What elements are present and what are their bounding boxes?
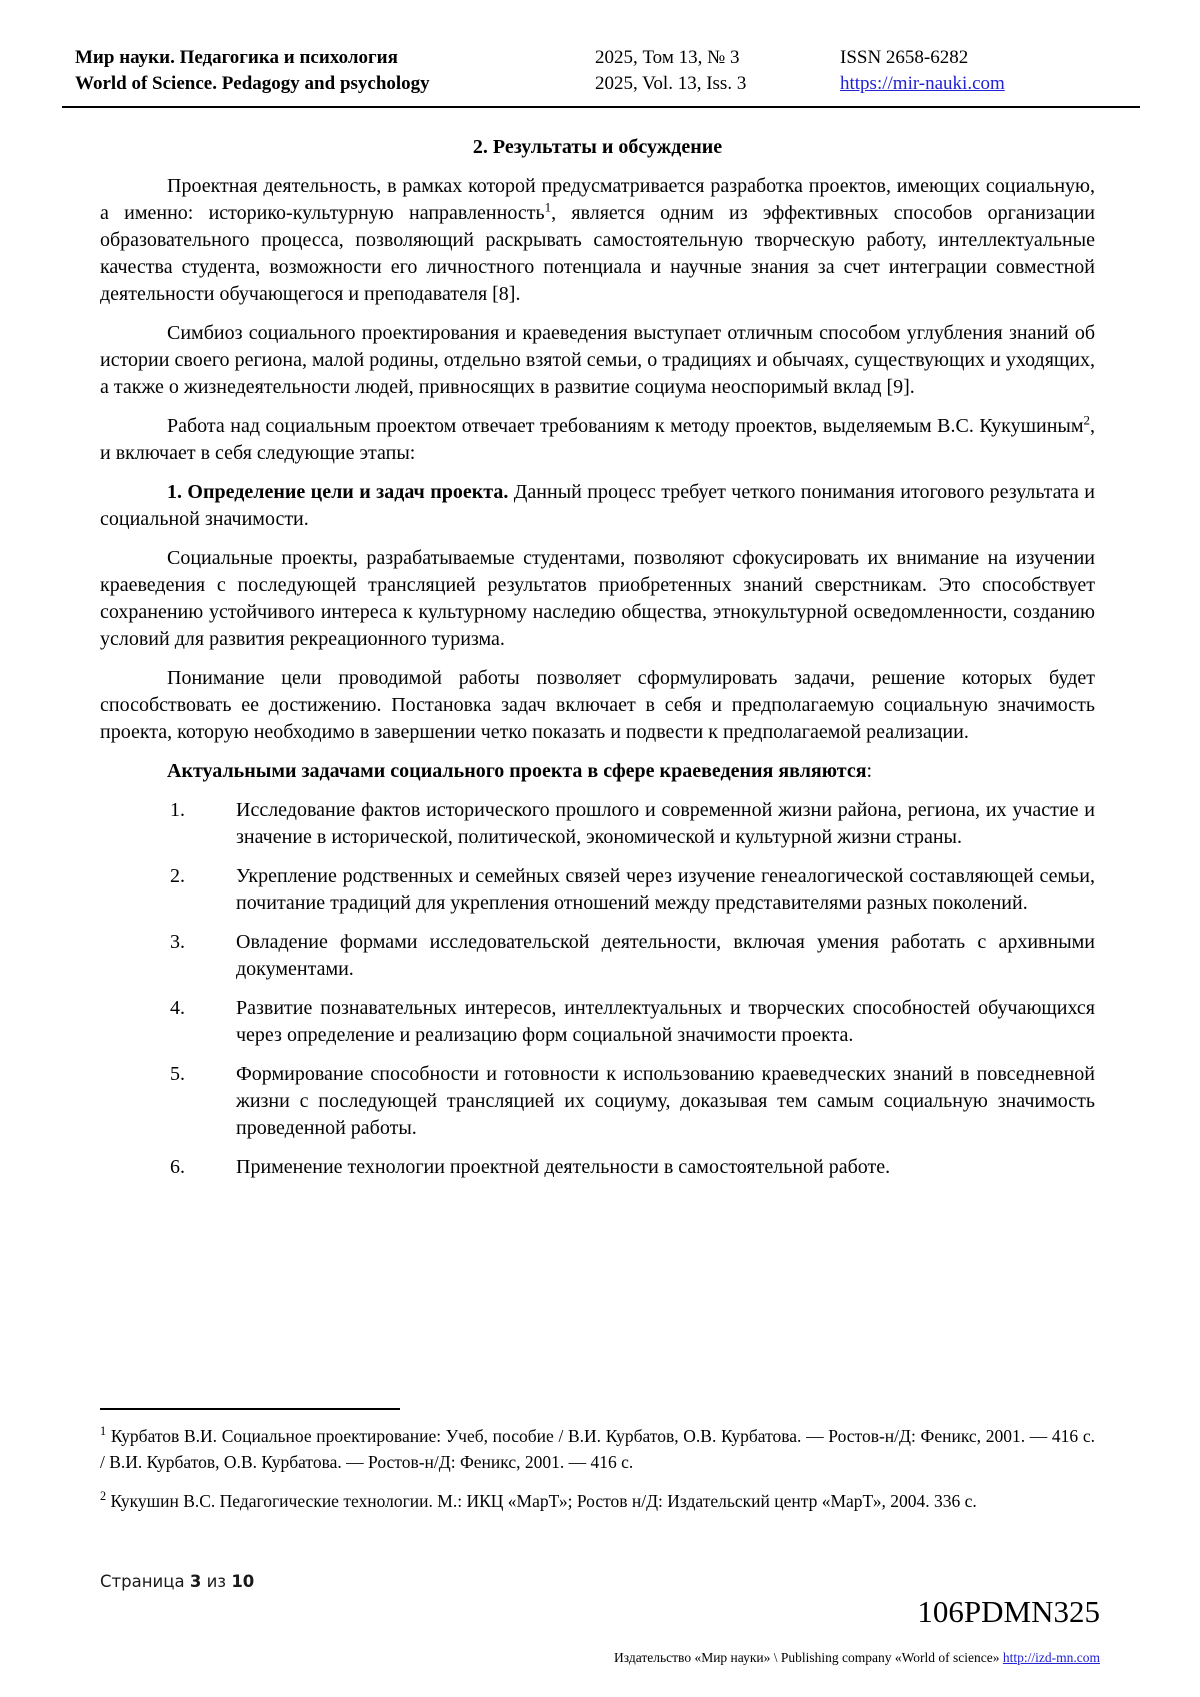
publisher-line	[614, 1650, 1100, 1666]
issue-info-ru: 2025, Том 13, № 3	[595, 47, 740, 68]
paragraph-4	[100, 479, 1095, 533]
paragraph-7-lead: Актуальными задачами социального проекта в сфере краеведения являются	[167, 760, 867, 782]
footnote-2-text: Кукушин В.С. Педагогические технологии. М.: ИКЦ «МарТ»; Ростов н/Д: Издательский центр «МарТ», 2004. 336 с.	[110, 1491, 977, 1511]
list-item-text: Исследование фактов исторического прошлого и современной жизни района, региона, их участие и значение в исторической, политической, экономической и культурной жизни страны.	[236, 799, 1095, 848]
header-divider	[62, 106, 1140, 108]
paragraph-3	[100, 413, 1095, 467]
footnote-ref-1: 1	[544, 199, 552, 215]
publisher-url-link[interactable]: http://izd-mn.com	[1002, 1650, 1100, 1665]
paragraph-5: Социальные проекты, разрабатываемые студентами, позволяют сфокусировать их внимание на изучении краеведения с последующей трансляцией результатов приобретенных знаний сверстникам. Это способствует сохранению устойчивого интереса к культурному наследию общества, этнокультурной осведомленности, созданию условий для развития рекреационного туризма.	[100, 547, 1095, 650]
list-item-number: 5.	[170, 1063, 185, 1085]
footnote-1-marker: 1	[100, 1424, 107, 1439]
list-item-number: 1.	[170, 799, 185, 821]
footnote-1-text: Курбатов В.И. Социальное проектирование: Учеб, пособие / В.И. Курбатов, О.В. Курбатова. — Ростов-н/Д: Феникс, 2001. — 416 с. / В.И. Курбатов, О.В. Курбатова. — Ростов-н/Д: Феникс, 2001. — 416 с.	[100, 1426, 1096, 1472]
issn-label: ISSN 2658-6282	[840, 47, 969, 68]
list-item-text: Формирование способности и готовности к использованию краеведческих знаний в повседневной жизни с последующей трансляцией их социуму, доказывая тем самым социальную значимость проведенной работы.	[236, 1063, 1095, 1139]
journal-header	[0, 0, 1200, 97]
footnote-1	[100, 1423, 1095, 1475]
footnote-divider	[100, 1408, 400, 1410]
paragraph-6: Понимание цели проводимой работы позволяет сформулировать задачи, решение которых будет способствовать ее достижению. Постановка задач включает в себя и предполагаемую социальную значимость проекта, которую необходимо в завершении четко показать и подвести к предполагаемой реализации.	[100, 667, 1095, 743]
list-item	[100, 1154, 1095, 1181]
article-body	[0, 134, 1200, 1181]
list-item	[100, 929, 1095, 983]
page-number-total: 10	[231, 1572, 255, 1591]
list-item-text: Укрепление родственных и семейных связей через изучение генеалогической составляющей семьи, почитание традиций для укрепления отношений между представителями разных поколений.	[236, 865, 1095, 914]
paragraph-4-lead: 1. Определение цели и задач проекта.	[167, 481, 509, 503]
list-item	[100, 863, 1095, 917]
list-item	[100, 797, 1095, 851]
paragraph-1-text-cont: , является одним из эффективных способов организации образовательного процесса, позволяющий раскрывать самостоятельную творческую работу, интеллектуальные качества студента, возможности его личностного потенциала и научные знания за счет интеграции совместной деятельности обучающегося и преподавателя [8].	[100, 202, 1095, 305]
list-item-text: Овладение формами исследовательской деятельности, включая умения работать с архивными документами.	[236, 931, 1095, 980]
issue-info-en: 2025, Vol. 13, Iss. 3	[595, 73, 747, 94]
paragraph-4-text: Данный процесс требует четкого понимания итогового результата и социальной значимости.	[100, 481, 1096, 530]
journal-title-en: World of Science. Pedagogy and psychology	[75, 73, 430, 94]
journal-title-block	[75, 45, 595, 97]
list-item-number: 2.	[170, 865, 185, 887]
page-number-current: 3	[189, 1572, 202, 1591]
page-number-of: из	[206, 1572, 227, 1591]
article-id: 106PDMN325	[917, 1594, 1100, 1629]
paragraph-1-text: Проектная деятельность, в рамках которой предусматривается разработка проектов, имеющих социальную, а именно: историко-культурную направленность	[100, 175, 1095, 224]
list-item-number: 4.	[170, 997, 185, 1019]
journal-title-ru: Мир науки. Педагогика и психология	[75, 47, 398, 68]
journal-url-link[interactable]: https://mir-nauki.com	[840, 73, 1005, 94]
list-item	[100, 995, 1095, 1049]
issn-block	[840, 45, 1112, 97]
publisher-text: Издательство «Мир науки» \ Publishing company «World of science»	[614, 1650, 1000, 1665]
list-item-number: 6.	[170, 1156, 185, 1178]
paragraph-7-colon: :	[866, 760, 873, 782]
list-item-number: 3.	[170, 931, 185, 953]
page-number-label: Страница	[100, 1572, 185, 1591]
list-item-text: Развитие познавательных интересов, интеллектуальных и творческих способностей обучающихся через определение и реализацию форм социальной значимости проекта.	[236, 997, 1095, 1046]
list-item-text: Применение технологии проектной деятельности в самостоятельной работе.	[236, 1156, 891, 1178]
paragraph-1	[100, 173, 1095, 308]
numbered-list	[100, 797, 1095, 1181]
footnote-2	[100, 1488, 1095, 1514]
footnote-2-marker: 2	[100, 1489, 107, 1504]
list-item	[100, 1061, 1095, 1142]
paragraph-7	[100, 758, 1095, 785]
page-number	[100, 1572, 254, 1591]
footnotes-section	[100, 1408, 1095, 1527]
footnote-ref-2: 2	[1083, 412, 1090, 428]
section-title: 2. Результаты и обсуждение	[472, 136, 723, 158]
paragraph-3-text-cont: , и включает в себя следующие этапы:	[100, 415, 1095, 464]
paragraph-3-text: Работа над социальным проектом отвечает требованиям к методу проектов, выделяемым В.С. Кукушиным	[167, 415, 1084, 437]
issue-info-block	[595, 45, 840, 97]
paragraph-2: Симбиоз социального проектирования и краеведения выступает отличным способом углубления знаний об истории своего региона, малой родины, отдельно взятой семьи, о традициях и обычаях, существующих и уходящих, а также о жизнедеятельности людей, привносящих в развитие социума неоспоримый вклад [9].	[100, 322, 1095, 398]
